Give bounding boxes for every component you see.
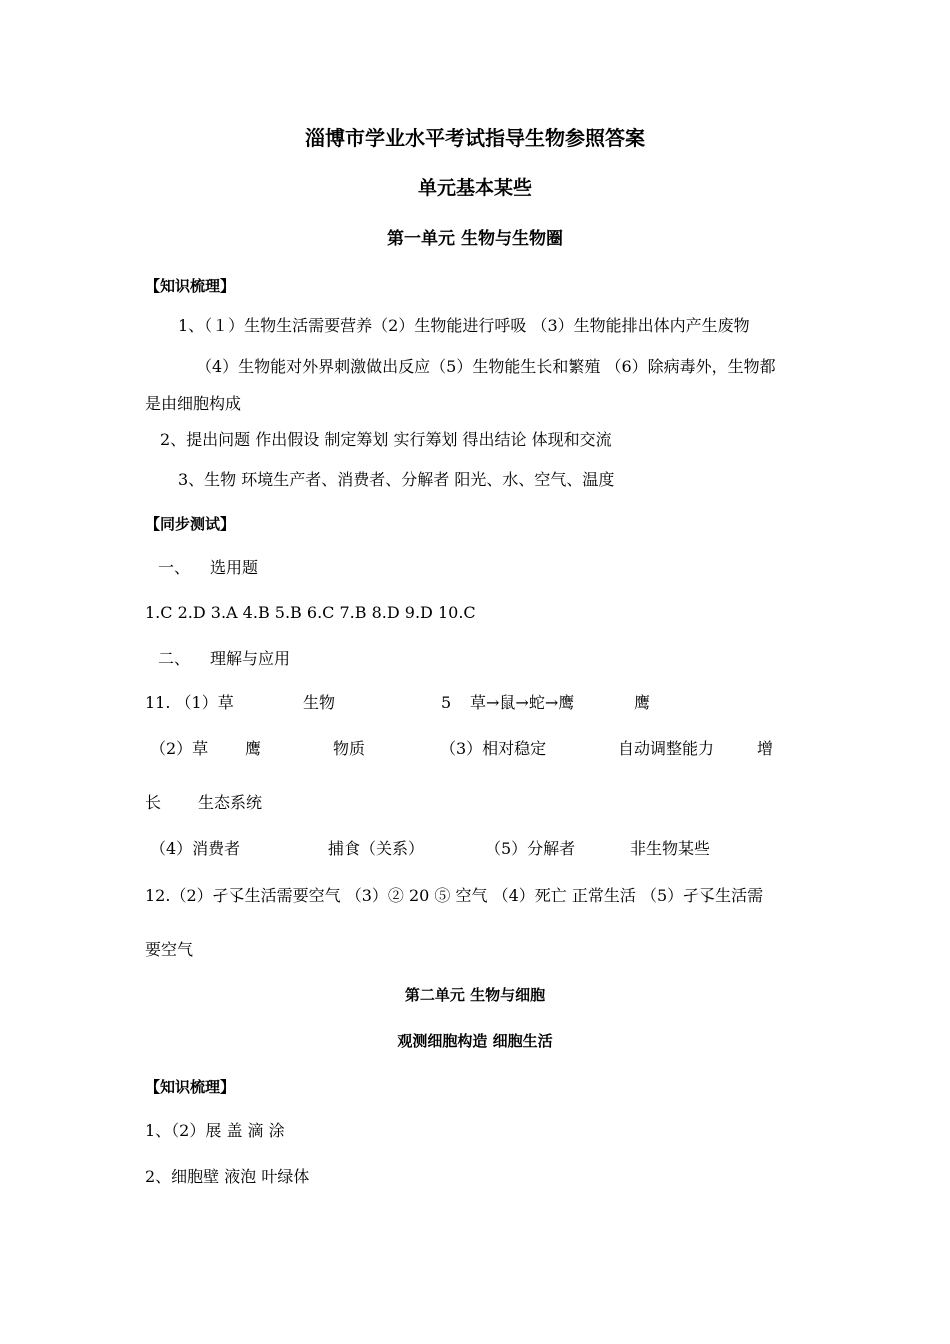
- q11-row3-item: 生态系统: [198, 793, 263, 812]
- knowledge-item-2: 2、提出问题 作出假设 制定筹划 实行筹划 得出结论 体现和交流: [160, 430, 612, 449]
- q11-row4-item: 非生物某些: [630, 839, 711, 858]
- q11-row4-item: 捕食（关系）: [328, 839, 425, 858]
- q11-row2-item: 增: [757, 739, 774, 758]
- unit1-knowledge-section: 【知识梳理】: [145, 277, 236, 295]
- part1-title: 选用题: [210, 558, 259, 577]
- q11-row1-item: 11. （1）草: [145, 693, 234, 712]
- knowledge-item-3: 3、生物 环境生产者、消费者、分解者 阳光、水、空气、温度: [178, 470, 615, 489]
- unit1-heading: 第一单元 生物与生物圈: [387, 229, 563, 249]
- unit2-knowledge-section: 【知识梳理】: [145, 1078, 236, 1096]
- part1-label: 一、: [158, 558, 191, 577]
- document-title: 淄博市学业水平考试指导生物参照答案: [305, 126, 645, 150]
- q11-row3-item: 长: [145, 793, 162, 812]
- unit2-subheading: 观测细胞构造 细胞生活: [397, 1032, 553, 1050]
- q11-row1-item: 草→鼠→蛇→鹰: [470, 693, 575, 712]
- question-12-line-2: 要空气: [145, 940, 194, 959]
- q11-row2-item: 物质: [333, 739, 366, 758]
- q11-row1-item: 鹰: [634, 693, 651, 712]
- q11-row1-item: 5: [441, 693, 452, 712]
- part2-title: 理解与应用: [210, 649, 291, 668]
- question-12-line-1: 12.（2）孑孓生活需要空气 （3）② 20 ⑤ 空气 （4）死亡 正常生活 （5）孑孓生活需: [145, 886, 764, 905]
- multiple-choice-answers: 1.C 2.D 3.A 4.B 5.B 6.C 7.B 8.D 9.D 10.C: [145, 603, 476, 622]
- knowledge-item-1-line-1: 1、（１）生物生活需要营养（2）生物能进行呼吸 （3）生物能排出体内产生废物: [178, 316, 750, 335]
- unit1-sync-test-section: 【同步测试】: [145, 515, 236, 533]
- q11-row2-item: （3）相对稳定: [440, 739, 547, 758]
- q11-row2-item: （2）草: [150, 739, 209, 758]
- unit2-knowledge-item-1: 1、（2）展 盖 滴 涂: [145, 1121, 285, 1140]
- q11-row4-item: （4）消费者: [150, 839, 241, 858]
- part2-label: 二、: [158, 649, 191, 668]
- unit2-knowledge-item-2: 2、细胞壁 液泡 叶绿体: [145, 1167, 310, 1186]
- knowledge-item-1-line-2: （4）生物能对外界刺激做出反应（5）生物能生长和繁殖 （6）除病毒外，生物都: [196, 357, 776, 376]
- document-subtitle: 单元基本某些: [417, 177, 532, 199]
- q11-row4-item: （5）分解者: [485, 839, 576, 858]
- q11-row2-item: 鹰: [245, 739, 262, 758]
- q11-row1-item: 生物: [303, 693, 336, 712]
- knowledge-item-1-line-3: 是由细胞构成: [145, 394, 242, 413]
- unit2-heading: 第二单元 生物与细胞: [404, 986, 546, 1004]
- q11-row2-item: 自动调整能力: [618, 739, 715, 758]
